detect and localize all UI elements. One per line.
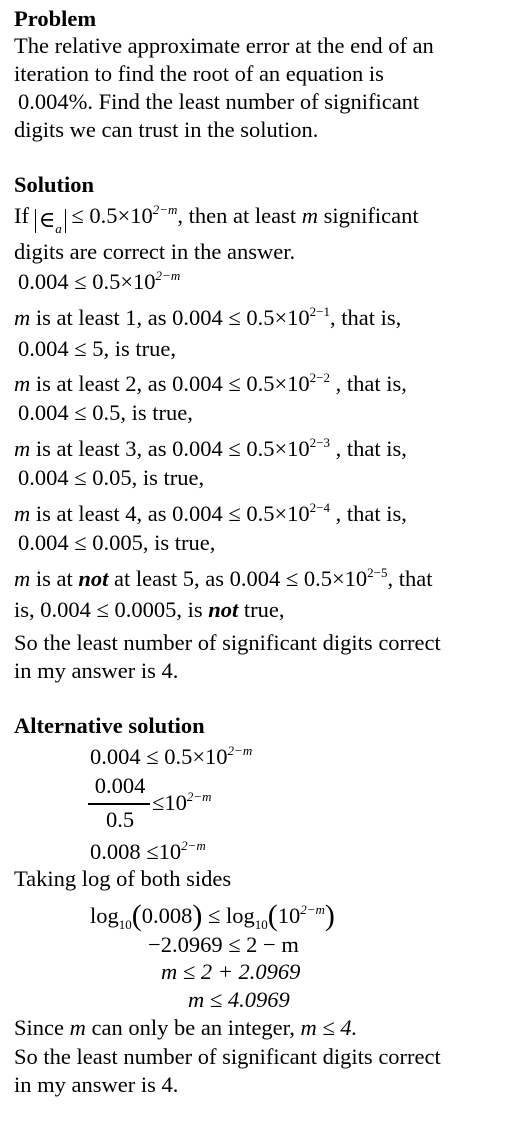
alt-eq-6: m ≤ 2 + 2.0969 (161, 959, 301, 984)
alt-eq-7: m ≤ 4.0969 (188, 987, 290, 1012)
step-5-line-1: m is at not at least 5, as $0.004 \le 0.5\times 10^{2-5}$, that (14, 565, 433, 591)
alt-fraction-rhs: $\le 10^{2-m}$ (152, 789, 212, 815)
problem-line-4: digits we can trust in the solution. (14, 117, 319, 142)
solution-rule-line-1: If $\in_a \le 0.5\times 10^{2-m}$, then at least m significant (14, 202, 419, 236)
fraction-numerator: 0.004 (94, 773, 146, 798)
step-2-line-1: m is at least 2, as $0.004 \le 0.5\times 10^{2-2}$ , that is, (14, 370, 407, 396)
problem-line-3: 0.004%. Find the least number of significant (18, 89, 420, 114)
problem-line-2: iteration to find the root of an equation is (14, 61, 384, 86)
solution-heading: Solution (14, 172, 95, 197)
alt-eq-3: $0.008 \le 10^{2-m}$ (90, 838, 206, 864)
solution-conclusion-2: in my answer is 4. (14, 658, 179, 683)
step-4-line-2: 0.004 ≤ 0.005, is true, (18, 530, 216, 555)
problem-line-1: The relative approximate error at the end of an (14, 33, 434, 58)
step-1-line-1: m is at least 1, as $0.004 \le 0.5\times 10^{2-1}$, that is, (14, 304, 402, 330)
alt-conclusion-2: in my answer is 4. (14, 1072, 179, 1097)
step-3-line-2: 0.004 ≤ 0.05, is true, (18, 465, 205, 490)
step-4-line-1: m is at least 4, as $0.004 \le 0.5\times 10^{2-4}$ , that is, (14, 500, 407, 526)
solution-rule-line-2: digits are correct in the answer. (14, 239, 296, 264)
alt-eq-5: −2.0969 ≤ 2 − m (148, 932, 299, 957)
fraction-denominator: 0.5 (105, 807, 135, 832)
step-2-line-2: 0.004 ≤ 0.5, is true, (18, 400, 193, 425)
alt-since-line: Since m can only be an integer, m ≤ 4. (14, 1015, 358, 1040)
problem-heading: Problem (14, 6, 97, 31)
solution-inequality: $0.004 \le 0.5\times 10^{2-m}$ (18, 268, 181, 294)
rule-if: If (14, 203, 29, 228)
step-5-line-2: is, 0.004 ≤ 0.0005, is not true, (14, 597, 285, 622)
solution-conclusion-1: So the least number of significant digits correct (14, 630, 441, 655)
alt-log-text: Taking log of both sides (14, 866, 232, 891)
fraction-bar (88, 803, 150, 805)
step-1-line-2: 0.004 ≤ 5, is true, (18, 336, 176, 361)
alt-fraction (88, 773, 152, 833)
alt-conclusion-1: So the least number of significant digits correct (14, 1044, 441, 1069)
alt-eq-1: $0.004 \le 0.5\times 10^{2-m}$ (90, 743, 253, 769)
step-3-line-1: m is at least 3, as $0.004 \le 0.5\times 10^{2-3}$ , that is, (14, 435, 407, 461)
abs-epsilon: $\in_a$ (35, 209, 66, 233)
alternative-heading: Alternative solution (14, 713, 205, 738)
alt-log-eq: $\log_{10}(0.008) \le \log_{10}(10^{2-m})$ (90, 899, 335, 932)
